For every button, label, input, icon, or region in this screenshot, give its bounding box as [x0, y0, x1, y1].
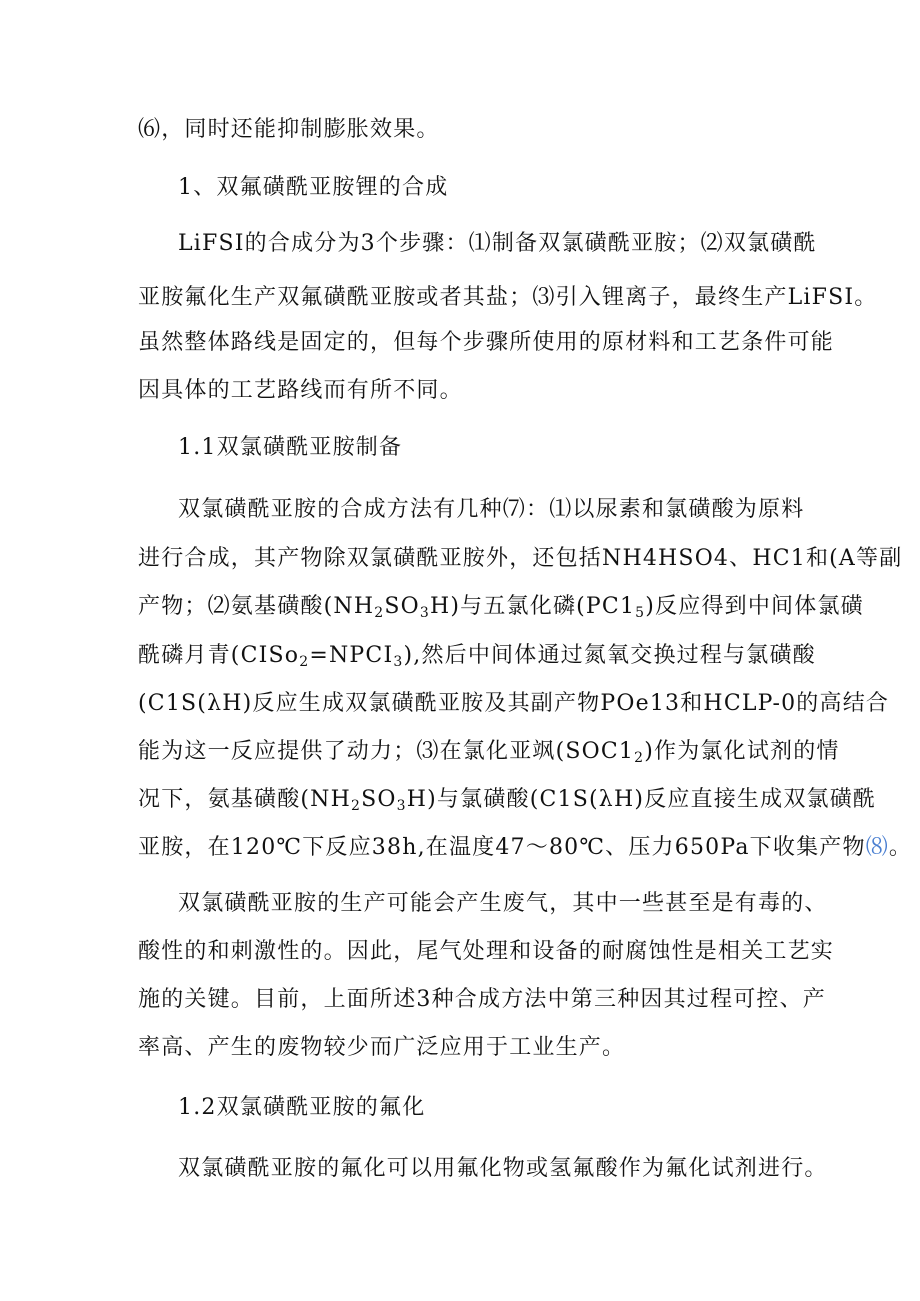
paragraph-line: 双氯磺酰亚胺的生产可能会产生废气，其中一些甚至是有毒的、	[178, 891, 828, 916]
paragraph-line: 进行合成，其产物除双氯磺酰亚胺外，还包括NH4HSO4、HC1和(A等副	[138, 546, 903, 571]
paragraph-line	[138, 832, 912, 864]
subscript: 2	[634, 750, 645, 766]
paragraph-line: 双氯磺酰亚胺的合成方法有几种⑺：⑴以尿素和氯磺酸为原料	[178, 497, 805, 522]
subsection-heading: 1.1双氯磺酰亚胺制备	[178, 435, 403, 460]
text-run: 况下，氨基磺酸(NH	[138, 787, 352, 812]
text-run: )反应得到中间体氯磺	[645, 594, 864, 619]
subsection-heading: 1.2双氯磺酰亚胺的氟化	[178, 1095, 426, 1120]
text-run: 。	[888, 835, 913, 860]
subscript: 5	[635, 605, 646, 621]
text-run: ),然后中间体通过氮氧交换过程与氯磺酸	[403, 643, 816, 668]
paragraph-line	[138, 784, 876, 816]
paragraph-line	[138, 640, 816, 672]
subscript: 3	[396, 798, 407, 814]
subscript: 3	[419, 605, 430, 621]
paragraph-line: 施的关键。目前，上面所述3种合成方法中第三种因其过程可控、产	[138, 987, 826, 1012]
subscript: 3	[393, 654, 404, 670]
paragraph-line: 双氯磺酰亚胺的氟化可以用氟化物或氢氟酸作为氟化试剂进行。	[178, 1156, 828, 1181]
text-run: 产物；⑵氨基磺酸(NH	[138, 594, 375, 619]
text-run: H)与氯磺酸(C1S(λH)反应直接生成双氯磺酰	[406, 787, 877, 812]
text-run: 酰磷月青(CISo	[138, 643, 300, 668]
paragraph-line: 虽然整体路线是固定的，但每个步骤所使用的原材料和工艺条件可能	[138, 330, 835, 355]
subscript: 2	[299, 654, 310, 670]
paragraph-line: LiFSI的合成分为3个步骤：⑴制备双氯磺酰亚胺；⑵双氯磺酰	[178, 231, 817, 256]
paragraph-line: 酸性的和刺激性的。因此，尾气处理和设备的耐腐蚀性是相关工艺实	[138, 939, 835, 964]
text-run: )作为氯化试剂的情	[644, 739, 840, 764]
paragraph-line: ⑹，同时还能抑制膨胀效果。	[138, 117, 440, 142]
paragraph-line	[138, 591, 864, 623]
paragraph-line	[138, 736, 840, 768]
subscript: 2	[374, 605, 385, 621]
text-run: 亚胺，在120℃下反应38h,在温度47～80℃、压力650Pa下收集产物	[138, 835, 866, 860]
paragraph-line: (C1S(λH)反应生成双氯磺酰亚胺及其副产物POe13和HCLP-0的高结合	[138, 691, 890, 716]
section-heading: 1、双氟磺酰亚胺锂的合成	[178, 175, 449, 200]
reference-link[interactable]: ⑻	[865, 835, 889, 860]
text-run: SO	[361, 787, 397, 812]
text-run: =NPCI	[309, 643, 394, 668]
paragraph-line: 因具体的工艺路线而有所不同。	[138, 378, 463, 403]
subscript: 2	[351, 798, 362, 814]
paragraph-line: 亚胺氟化生产双氟磺酰亚胺或者其盐；⑶引入锂离子，最终生产LiFSI。	[138, 285, 878, 310]
text-run: H)与五氯化磷(PC1	[429, 594, 636, 619]
text-run: 能为这一反应提供了动力；⑶在氯化亚飒(SOC1	[138, 739, 635, 764]
paragraph-line: 率高、产生的废物较少而广泛应用于工业生产。	[138, 1035, 626, 1060]
text-run: SO	[384, 594, 420, 619]
